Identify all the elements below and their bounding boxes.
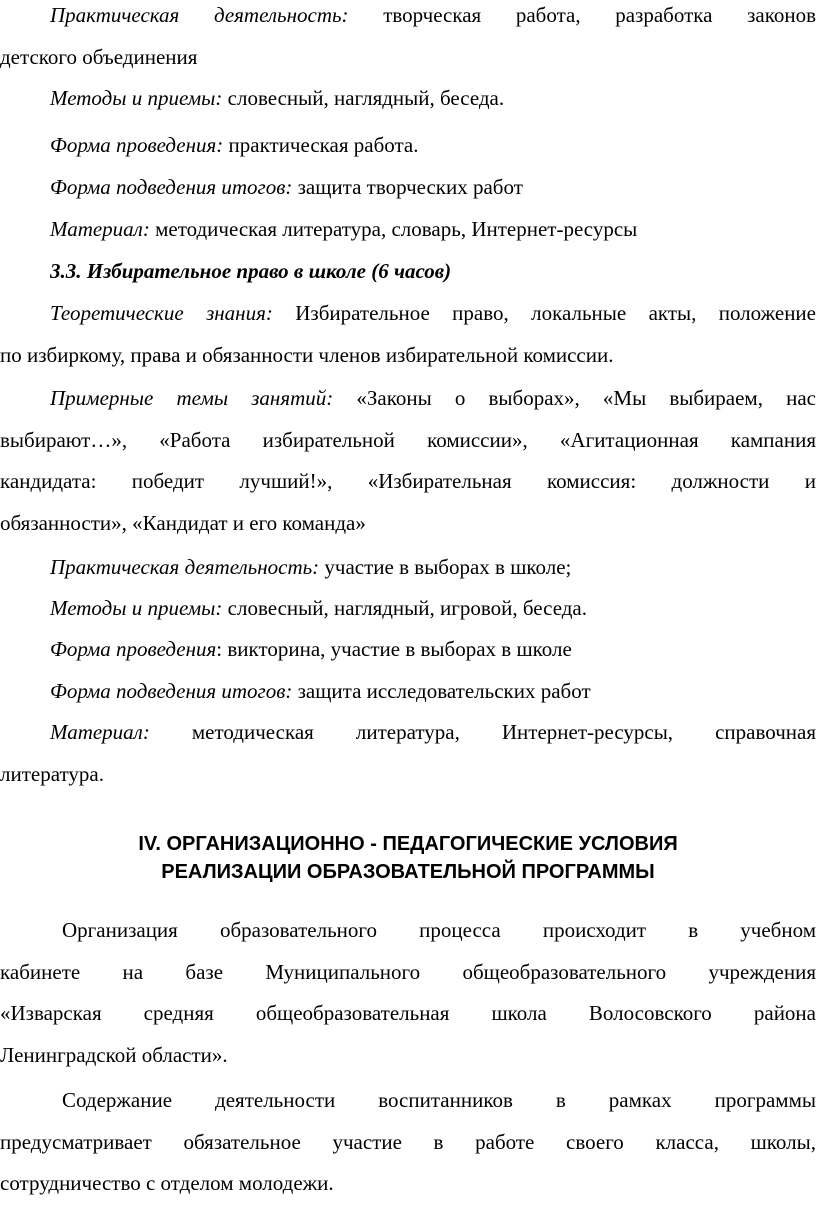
material-3-3-text-cont: литература. (0, 761, 104, 786)
section-4-heading-l1: IV. ОРГАНИЗАЦИОННО - ПЕДАГОГИЧЕСКИЕ УСЛОВИЯ (138, 833, 678, 855)
form-label: Форма проведения: (50, 133, 224, 157)
material-label: Материал: (50, 217, 150, 241)
section-3-3-title (0, 251, 816, 293)
practical-activity-text: творческая работа, разработка законов (383, 3, 816, 27)
topics-text-l3: кандидата: победит лучший!», «Избирательная комиссия: должности и (0, 469, 816, 493)
methods-label: Методы и приемы: (50, 86, 223, 110)
material-3-3-paragraph (0, 712, 816, 795)
theory-text-cont: по избиркому, права и обязанности членов избирательной комиссии. (0, 342, 614, 367)
methods-text: словесный, наглядный, беседа. (227, 86, 505, 110)
topics-text-l4: обязанности», «Кандидат и его команда» (0, 510, 366, 535)
practical-activity-paragraph (0, 0, 816, 78)
organization-text-l2: кабинете на базе Муниципального общеобразовательного учреждения (0, 959, 816, 984)
form-text: практическая работа. (228, 133, 419, 157)
theory-text: Избирательное право, локальные акты, положение (295, 301, 816, 325)
practical-3-3-paragraph (0, 547, 816, 589)
results-text: защита творческих работ (297, 175, 523, 199)
topics-paragraph (0, 378, 816, 544)
organization-text-l1: Организация образовательного процесса происходит в учебном (62, 918, 816, 942)
results-3-3-label: Форма подведения итогов: (50, 679, 293, 703)
material-text: методическая литература, словарь, Интернет-ресурсы (155, 217, 638, 241)
form-3-3-label: Форма проведения (50, 637, 217, 661)
methods-3-3-paragraph (0, 588, 816, 630)
practical-activity-label: Практическая деятельность: (50, 3, 349, 27)
topics-text: «Законы о выборах», «Мы выбираем, нас (356, 386, 816, 410)
results-3-3-paragraph (0, 671, 816, 713)
organization-paragraph (0, 910, 816, 1076)
form-paragraph (0, 125, 816, 167)
results-paragraph (0, 167, 816, 209)
content-text-l2: предусматривает обязательное участие в работе своего класса, школы, (0, 1129, 816, 1154)
organization-text-l4: Ленинградской области». (0, 1042, 228, 1067)
topics-label: Примерные темы занятий: (50, 386, 334, 410)
results-3-3-text: защита исследовательских работ (297, 679, 591, 703)
section-4-heading (0, 830, 816, 886)
content-text-l1: Содержание деятельности воспитанников в рамках программы (62, 1088, 816, 1112)
practical-activity-text-cont: детского объединения (0, 44, 198, 69)
content-paragraph (0, 1080, 816, 1205)
content-text-l3: сотрудничество с отделом молодежи. (0, 1171, 334, 1195)
practical-3-3-label: Практическая деятельность: (50, 555, 320, 579)
section-3-3-title-text: 3.3. Избирательное право в школе (6 часов) (50, 259, 452, 283)
material-3-3-text: методическая литература, Интернет-ресурсы, справочная (191, 720, 816, 744)
topics-text-l2: выбирают…», «Работа избирательной комиссии», «Агитационная кампания (0, 427, 816, 452)
theory-label: Теоретические знания: (50, 301, 273, 325)
material-paragraph (0, 209, 816, 251)
methods-3-3-label: Методы и приемы: (50, 596, 223, 620)
organization-text-l3: «Изварская средняя общеобразовательная школа Волосовского района (0, 1001, 816, 1025)
section-4-heading-l2: РЕАЛИЗАЦИИ ОБРАЗОВАТЕЛЬНОЙ ПРОГРАММЫ (161, 861, 655, 883)
form-3-3-paragraph (0, 629, 816, 671)
theory-paragraph (0, 293, 816, 376)
form-3-3-text: : викторина, участие в выборах в школе (216, 637, 572, 661)
material-3-3-label: Материал: (50, 720, 150, 744)
methods-paragraph (0, 78, 816, 120)
methods-3-3-text: словесный, наглядный, игровой, беседа. (227, 596, 587, 620)
results-label: Форма подведения итогов: (50, 175, 293, 199)
practical-3-3-text: участие в выборах в школе; (324, 555, 572, 579)
